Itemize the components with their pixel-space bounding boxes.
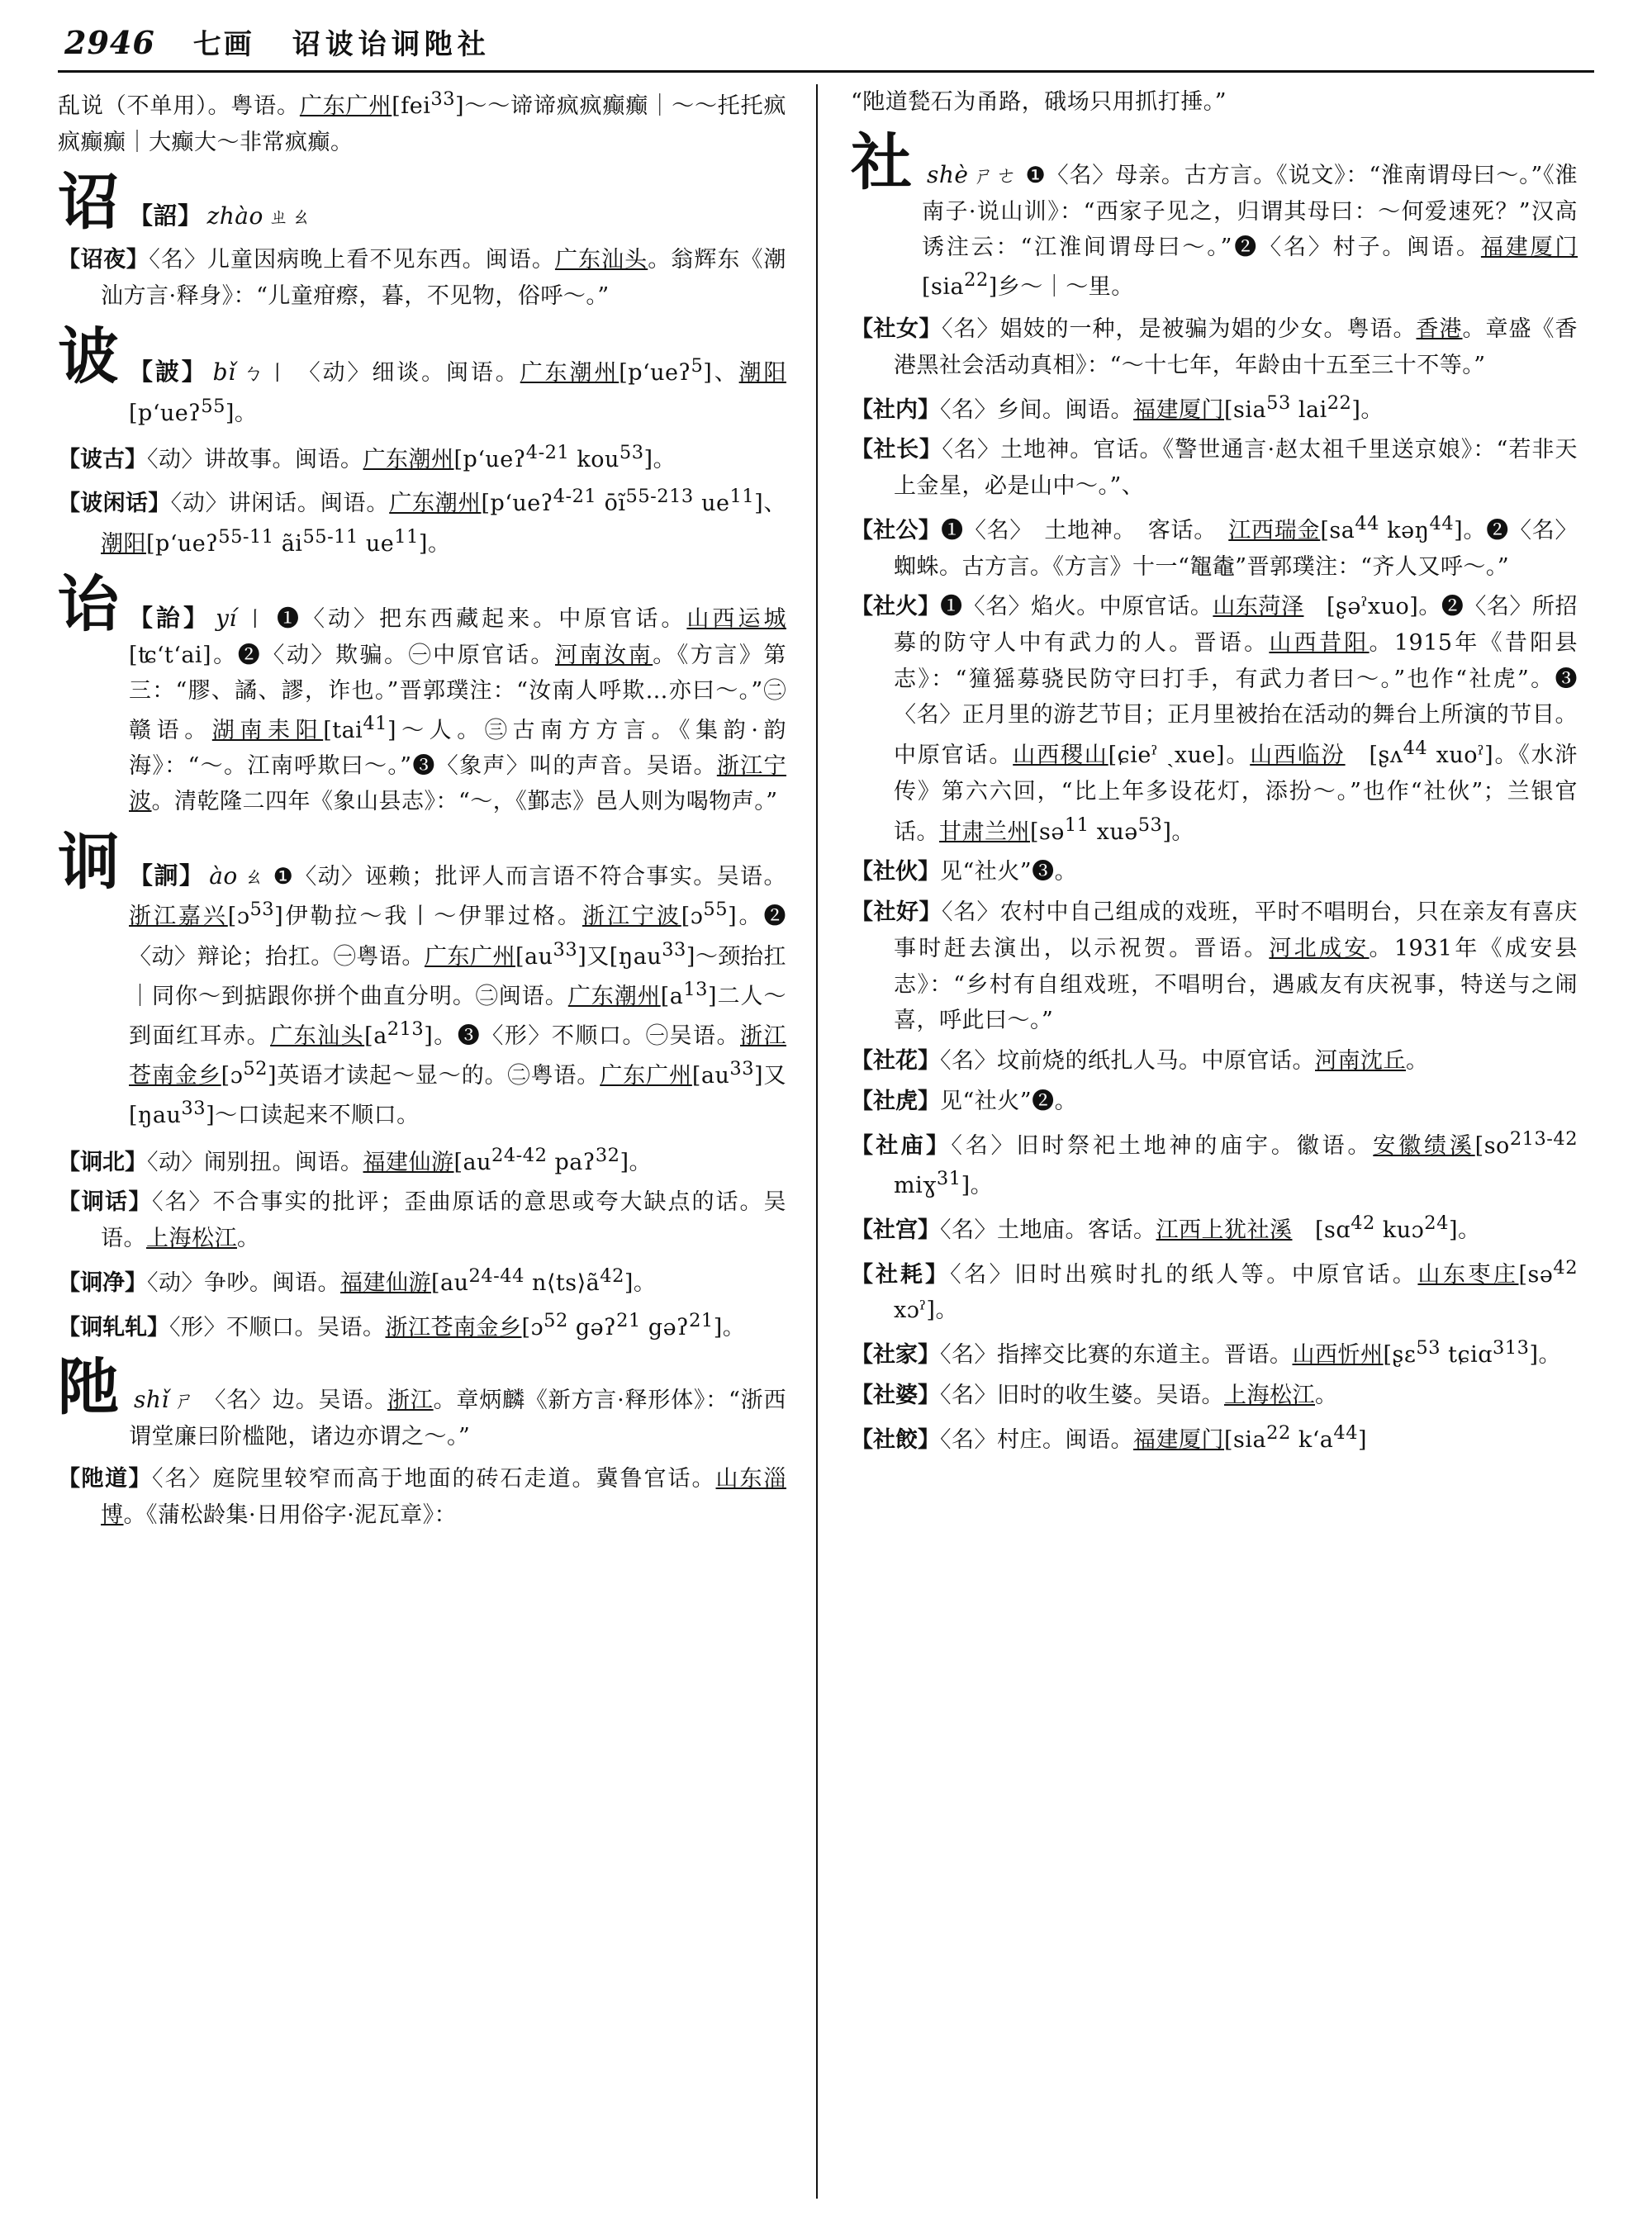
right-column xyxy=(818,84,1578,2199)
headword-definition xyxy=(129,576,786,820)
dictionary-entry xyxy=(851,1378,1578,1414)
left-column xyxy=(58,84,818,2199)
entry-text: 〈名〉村庄。闽语。福建厦门[sia$^{22}$ kʻa$^{44}$] xyxy=(940,1421,1368,1453)
headword-character: 阤 xyxy=(58,1352,119,1424)
dictionary-entry xyxy=(851,311,1578,383)
pinyin: shǐ xyxy=(134,1386,169,1414)
entry-text: 〈动〉讲闲话。闽语。广东潮州[pʻueʔ$^{4-21}$ $ōĩ^{55-213}$ $ue^{11}$]、潮阳[pʻueʔ$^{55-11}$ $ãi^{55-11}$ $ue^{11}$]。 xyxy=(101,486,786,558)
dictionary-entry xyxy=(58,1461,786,1533)
entry-headword: 【社婆】 xyxy=(851,1382,940,1408)
entry-headword: 【社火】 xyxy=(851,594,941,620)
entry-text: ❶〈名〉 土地神。 客话。 江西瑞金[$sa^{44}$ kəŋ$^{44}$]。❷〈名〉蜘蛛。古方言。《方言》十一“鼅鼄”晋郭璞注：“齐人又呼～。” xyxy=(894,512,1578,580)
entry-text: 〈名〉不合事实的批评；歪曲原话的意思或夸大缺点的话。吴语。上海松江。 xyxy=(101,1189,786,1252)
stroke-count-label: 七画 xyxy=(192,28,254,61)
definition-text: 〈动〉细谈。闽语。广东潮州[pʻueʔ$^5$]、潮阳[pʻueʔ$^{55}$]。 xyxy=(129,354,786,426)
dictionary-entry xyxy=(851,432,1578,504)
headword-definition xyxy=(922,134,1578,305)
zhuyin: ㄕㄜ xyxy=(973,163,1019,187)
headword-block xyxy=(58,167,786,239)
entry-headword: 【社内】 xyxy=(851,396,940,423)
headword-block xyxy=(851,126,1578,305)
dictionary-entry xyxy=(851,894,1578,1039)
right-top-continuation: “阤道甃石为甬路，硪场只用抓打捶。” xyxy=(851,89,1227,115)
page-number: 2946 xyxy=(64,24,155,61)
pinyin: yí xyxy=(216,604,237,632)
entry-headword: 【社公】 xyxy=(851,517,942,543)
entry-headword: 【社伙】 xyxy=(851,859,940,885)
entry-headword: 【诇话】 xyxy=(58,1189,152,1216)
headword-character: 社 xyxy=(851,126,912,198)
entry-text: 〈名〉娼妓的一种，是被骗为娼的少女。粤语。香港。章盛《香港黑社会活动真相》：“～十七年，年龄由十五至三十不等。” xyxy=(894,316,1578,378)
headword-block xyxy=(58,568,787,820)
entry-text: 〈名〉旧时祭祀土地神的庙宇。徽语。安徽绩溪[$so^{213-42}$ miɣ$^{31}$]。 xyxy=(894,1127,1578,1199)
definition-text: ❶〈动〉诬赖；批评人而言语不符合事实。吴语。浙江嘉兴[ɔ$^{53}$]伊勒拉～我丨～伊罪过格。浙江宁波[ɔ$^{55}$]。❷〈动〉辩论；抬扛。㊀粤语。广东广州$[au^{33}]$又[ŋau$^{33}$]～颈抬扛｜同你～到掂跟你拼个曲直分明。㊁闽语。广东潮州$[a^{13}]$二人～到面红耳赤。广东汕头$[a^{213}]$。❸〈形〉不顺口。㊀吴语。浙江苍南金乡[ɔ$^{52}$]英语才读起～显～的。㊁粤语。广东广州$[au^{33}]$又[ŋau$^{33}$]～口读起来不顺口。 xyxy=(129,863,786,1129)
headword-character: 诇 xyxy=(58,826,119,898)
headword-character: 诐 xyxy=(58,320,119,392)
entry-headword: 【社耗】 xyxy=(851,1261,951,1288)
zhuyin: ㄓㄠ xyxy=(268,205,313,230)
entry-text: 〈名〉指摔交比赛的东道主。晋语。山西忻州[ʂɛ$^{53}$ tɕiɑ$^{313}$]。 xyxy=(940,1337,1562,1369)
dictionary-entry xyxy=(851,1124,1578,1204)
dictionary-entry xyxy=(58,1261,786,1302)
entry-text: 见“社火”❸。 xyxy=(940,859,1078,885)
entry-text: 〈名〉土地神。官话。《警世通言·赵太祖千里送京娘》：“若非天上金星，必是山中～。”、 xyxy=(894,437,1578,500)
dictionary-entry xyxy=(58,1306,786,1346)
headword-character: 诏 xyxy=(58,167,119,239)
dictionary-entry xyxy=(58,438,786,478)
entry-headword: 【阤道】 xyxy=(58,1466,152,1492)
entry-headword: 【诇净】 xyxy=(58,1269,147,1296)
columns-container xyxy=(58,84,1594,2199)
dictionary-entry xyxy=(58,242,786,314)
entry-text: 〈名〉土地庙。客话。江西上犹社溪 [sɑ$^{42}$ kuɔ$^{24}$]。 xyxy=(940,1212,1481,1243)
left-entry-list xyxy=(58,167,787,1533)
headword-block xyxy=(58,1352,786,1454)
headword-character: 诒 xyxy=(58,568,119,640)
entry-headword: 【诐闲话】 xyxy=(58,491,171,517)
dictionary-entry xyxy=(58,482,786,562)
entry-text: 〈动〉闹别扭。闽语。福建仙游[$au^{24-42}$ paʔ$^{32}$]。 xyxy=(147,1144,653,1175)
dictionary-entry xyxy=(851,1043,1578,1079)
entry-headword: 【诏夜】 xyxy=(58,247,150,273)
headword-definition xyxy=(129,328,786,431)
entry-text: 〈动〉争吵。闽语。福建仙游[$au^{24-44}$ $n⟨ts⟩ã^{42}$]。 xyxy=(147,1264,657,1296)
right-entry-list xyxy=(851,126,1578,1459)
entry-headword: 【诐古】 xyxy=(58,446,147,472)
headword-definition xyxy=(129,833,786,1134)
pinyin: shè xyxy=(927,160,969,188)
dictionary-entry xyxy=(851,854,1578,890)
entry-headword: 【社花】 xyxy=(851,1048,940,1075)
traditional-form: 【詖】 xyxy=(129,357,208,386)
zhuyin: ㄅ丨 xyxy=(240,360,292,385)
entry-text: 〈名〉旧时的收生婆。吴语。上海松江。 xyxy=(940,1382,1338,1408)
entry-headword: 【社虎】 xyxy=(851,1088,940,1114)
pinyin: zhào xyxy=(206,202,263,230)
entry-headword: 【社庙】 xyxy=(851,1132,952,1159)
pinyin: bǐ xyxy=(212,358,236,386)
entry-headword: 【诇轧轧】 xyxy=(58,1314,169,1340)
entry-text: ❶〈名〉焰火。中原官话。山东菏泽 [ʂəˀxuo]。❷〈名〉所招募的防守人中有武力的人。晋语。山西昔阳。1915年《昔阳县志》：“獞猺募骁民防守曰打手，有武力者曰～。”也作“社虎”。❸〈名〉正月里的游艺节目；正月里被抬在活动的舞台上所演的节目。中原官话。山西稷山[ɕieˀ ˏxue]。山西临汾 [ʂʌ$^{44}$ xuoˀ]。《水浒传》第六六回，“比上年多设花灯，添扮～。”也作“社伙”；兰银官话。甘肃兰州[sə$^{11}$ xuə$^{53}$]。 xyxy=(894,594,1578,845)
entry-headword: 【社餃】 xyxy=(851,1426,940,1453)
dictionary-entry xyxy=(851,509,1578,585)
entry-text: 〈名〉乡间。闽语。福建厦门[sia$^{53}$ lai$^{22}$]。 xyxy=(940,391,1384,423)
entry-text: 见“社火”❷。 xyxy=(940,1088,1078,1114)
dictionary-entry xyxy=(851,1253,1578,1329)
traditional-form: 【詗】 xyxy=(129,861,205,890)
dictionary-entry xyxy=(58,1184,786,1256)
definition-text: 〈名〉边。吴语。浙江。章炳麟《新方言·释形体》：“浙西谓堂廉曰阶槛阤，诸边亦谓之～。” xyxy=(129,1388,786,1450)
entry-headword: 【社好】 xyxy=(851,899,942,926)
left-top-continuation: 乱说（不单用）。粤语。广东广州[fei$^{33}$]～～谛谛疯疯癫癫｜～～托托疯疯癫癫｜大癫大～非常疯癫。 xyxy=(58,88,786,155)
entry-text: 〈动〉讲故事。闽语。广东潮州[pʻueʔ$^{4-21}$ kou$^{53}$]。 xyxy=(147,441,676,472)
headword-definition xyxy=(129,173,786,235)
dictionary-entry xyxy=(851,1418,1578,1459)
dictionary-entry xyxy=(851,388,1578,429)
dictionary-entry xyxy=(851,1333,1578,1374)
zhuyin: ㄕ xyxy=(173,1388,197,1413)
traditional-form: 【詒】 xyxy=(129,603,211,632)
entry-text: 〈名〉儿童因病晚上看不见东西。闽语。广东汕头。翁辉东《潮汕方言·释身》：“儿童疳瘵，暮，不见物，俗呼～。” xyxy=(101,247,787,309)
traditional-form: 【詔】 xyxy=(129,202,202,230)
entry-headword: 【社长】 xyxy=(851,437,942,463)
pinyin: ào xyxy=(209,861,238,890)
dictionary-entry xyxy=(851,1084,1578,1120)
entry-text: 〈名〉坟前烧的纸扎人马。中原官话。河南沈丘。 xyxy=(940,1048,1429,1075)
entry-text: 〈形〉不顺口。吴语。浙江苍南金乡[ɔ$^{52}$ gəʔ$^{21}$ gəʔ$^{21}$]。 xyxy=(169,1309,746,1340)
page-header xyxy=(58,21,1594,70)
entry-text: 〈名〉农村中自己组成的戏班，平时不唱明台，只在亲友有喜庆事时赶去演出，以示祝贺。晋语。河北成安。1931年《成安县志》：“乡村有自组戏班，不唱明台，遇戚友有庆祝事，特送与之闹喜，呼此曰～。” xyxy=(894,899,1578,1034)
entry-text: 〈名〉庭院里较窄而高于地面的砖石走道。冀鲁官话。山东淄博。《蒲松龄集·日用俗字·泥瓦章》： xyxy=(101,1466,786,1528)
zhuyin: 丨 xyxy=(241,606,270,631)
header-rule xyxy=(58,70,1594,73)
headword-block xyxy=(58,826,786,1134)
dictionary-entry xyxy=(851,589,1578,850)
entry-headword: 【社女】 xyxy=(851,316,942,343)
header-entry-chars: 诏诐诒诇阤社 xyxy=(292,28,491,61)
headword-block xyxy=(58,320,786,431)
entry-text: 〈名〉旧时出殡时扎的纸人等。中原官话。山东枣庄[sə$^{42}$ xɔˀ]。 xyxy=(894,1256,1578,1324)
definition-text: ❶〈动〉把东西藏起来。中原官话。山西运城[ʨʻtʻai]。❷〈动〉欺骗。㊀中原官话。河南汝南。《方言》第三：“膠、譎、謬，诈也。”晋郭璞注：“汝南人呼欺…亦曰～。”㊁赣语。湖南耒阳[tai$^{41}$]～人。㊂古南方方言。《集韵·韵海》：“～。江南呼欺曰～。”❸〈象声〉叫的声音。吴语。浙江宁波。清乾隆二四年《象山县志》：“～，《鄞志》邑人则为喝物声。” xyxy=(129,605,787,815)
headword-definition xyxy=(129,1359,786,1454)
definition-text: ❶〈名〉母亲。古方言。《说文》：“淮南谓母曰～。”《淮南子·说山训》：“西家子见之，归谓其母曰：～何爱速死？”汉高诱注云：“江淮间谓母曰～。”❷〈名〉村子。闽语。福建厦门[sia$^{22}$]乡～｜～里。 xyxy=(922,162,1578,300)
dictionary-entry xyxy=(58,1141,786,1181)
entry-headword: 【诇北】 xyxy=(58,1149,147,1175)
entry-headword: 【社家】 xyxy=(851,1342,940,1369)
dictionary-entry xyxy=(851,1208,1578,1249)
zhuyin: ㄠ xyxy=(242,864,267,889)
entry-headword: 【社宫】 xyxy=(851,1217,940,1243)
